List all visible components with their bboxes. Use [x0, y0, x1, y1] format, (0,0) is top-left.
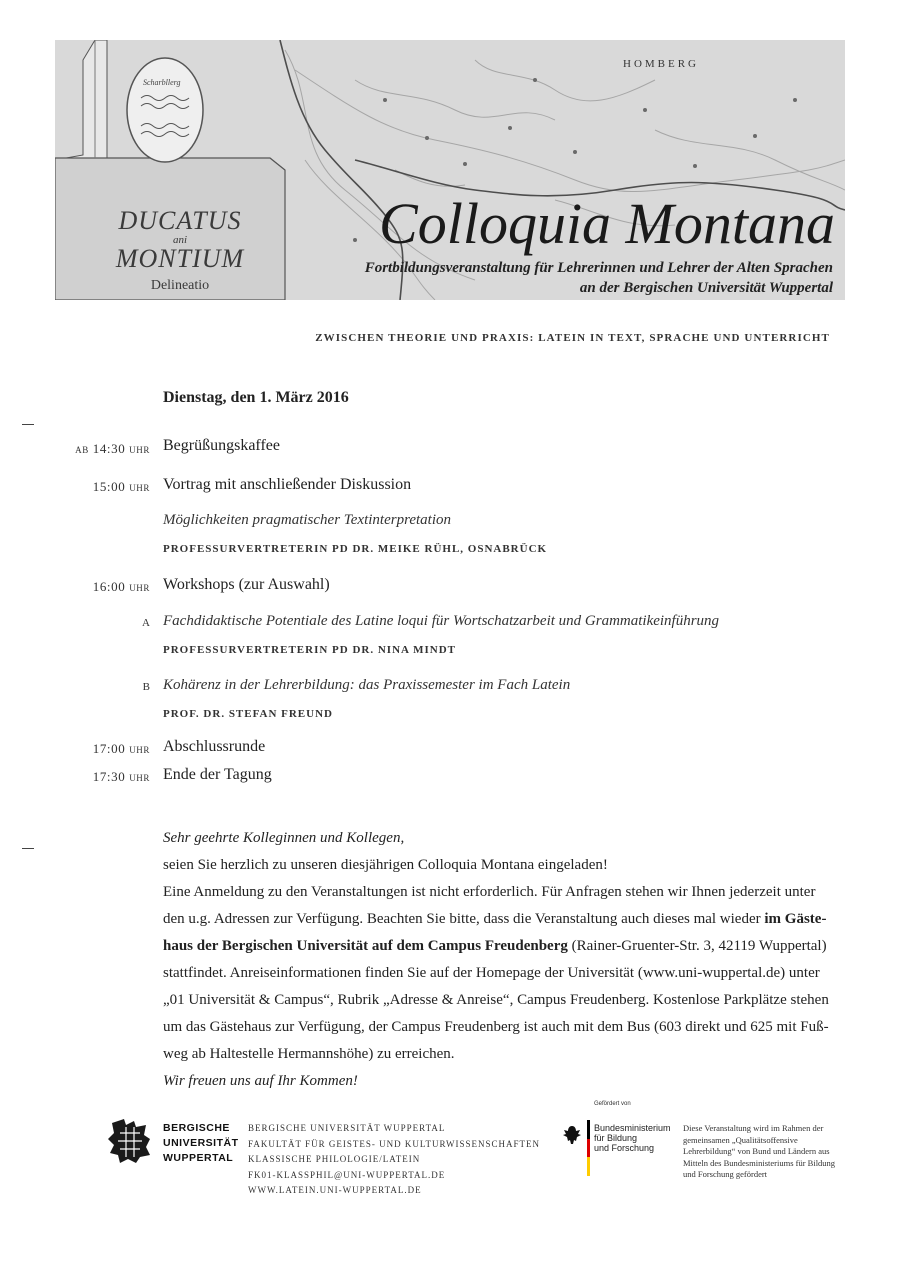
map-label-ani: ani	[172, 234, 188, 246]
map-label-cartouche: Scharbllerg	[143, 78, 181, 87]
letter-greeting: Sehr geehrte Kolleginnen und Kollegen,	[163, 830, 405, 846]
subtitle-line-1: Fortbildungsveranstaltung für Lehrerinnen und Lehrer der Alten Sprachen	[364, 260, 833, 276]
header-banner-map	[55, 40, 845, 300]
address-line: KLASSISCHE PHILOLOGIE/LATEIN	[248, 1154, 421, 1164]
letter-text: (Rainer-Gruenter-Str. 3, 42119 Wuppertal)	[567, 938, 827, 954]
entry-label: Workshops (zur Auswahl)	[163, 576, 330, 593]
university-name-line: WUPPERTAL	[163, 1152, 234, 1164]
workshop-letter: A	[142, 617, 150, 629]
map-label-montium: MONTIUM	[115, 244, 245, 273]
letter-line: um das Gästehaus zur Verfügung, der Campus Freudenberg ist auch mit dem Bus (603 direkt und 625 mit Fuß-	[163, 1019, 829, 1035]
map-label-ducatus: DUCATUS	[118, 206, 242, 235]
speaker-name: PROFESSURVERTRETERIN PD DR. MEIKE RÜHL, OSNABRÜCK	[163, 543, 548, 555]
entry-time: ab 14:30 uhr	[75, 441, 150, 456]
entry-time: 17:00 uhr	[92, 741, 150, 756]
entry-label: Vortrag mit anschließender Diskussion	[163, 476, 412, 493]
letter-closing: Wir freuen uns auf Ihr Kommen!	[163, 1073, 358, 1089]
map-cartouche-ducatus	[95, 208, 265, 294]
german-flag-bar	[587, 1120, 590, 1176]
event-tagline: ZWISCHEN THEORIE UND PRAXIS: LATEIN IN TEXT, SPRACHE UND UNTERRICHT	[315, 332, 830, 344]
entry-label: Ende der Tagung	[163, 766, 272, 783]
entry-label: Begrüßungskaffee	[163, 437, 280, 454]
letter-line: stattfindet. Anreiseinformationen finden Sie auf der Homepage der Universität (www.uni-wuppertal.de) unter	[163, 965, 820, 981]
letter-line: „01 Universität & Campus“, Rubrik „Adresse & Anreise“, Campus Freudenberg. Kostenlose Parkplätze stehen	[163, 992, 829, 1008]
workshop-title: Fachdidaktische Potentiale des Latine loqui für Wortschatzarbeit und Grammatikeinführung	[163, 613, 720, 629]
entry-time: 15:00 uhr	[92, 479, 150, 494]
address-line: FAKULTÄT FÜR GEISTES- UND KULTURWISSENSCHAFTEN	[248, 1138, 541, 1149]
ministry-name-line: und Forschung	[594, 1143, 655, 1153]
letter-line	[163, 906, 839, 933]
page-subtitle	[365, 258, 833, 298]
university-address	[248, 1121, 540, 1199]
address-email[interactable]: FK01-KLASSPHIL@UNI-WUPPERTAL.DE	[248, 1169, 446, 1180]
page-title: Colloquia Montana	[379, 191, 835, 256]
talk-title: Möglichkeiten pragmatischer Textinterpretation	[163, 512, 452, 528]
ministry-name-line: Bundesministerium	[594, 1123, 671, 1133]
entry-time: 17:30 uhr	[92, 769, 150, 784]
address-website[interactable]: WWW.LATEIN.UNI-WUPPERTAL.DE	[248, 1185, 422, 1195]
letter-line	[163, 933, 839, 960]
subtitle-line-2: an der Bergischen Universität Wuppertal	[579, 280, 833, 296]
entry-label: Abschlussrunde	[163, 738, 266, 755]
margin-dash	[22, 424, 34, 425]
workshop-letter: B	[142, 681, 150, 693]
letter-text: den u.g. Adressen zur Verfügung. Beachten Sie bitte, dass die Veranstaltung auch dieses mal wieder	[163, 911, 765, 927]
letter-line: weg ab Haltestelle Hermannshöhe) zu erreichen.	[163, 1046, 455, 1062]
invitation-letter	[163, 825, 839, 1095]
university-lion-logo-icon	[106, 1117, 154, 1165]
workshop-title: Kohärenz in der Lehrerbildung: das Praxissemester im Fach Latein	[163, 677, 571, 693]
university-name	[163, 1121, 239, 1166]
university-name-line: UNIVERSITÄT	[163, 1137, 239, 1149]
speaker-name: PROF. DR. STEFAN FREUND	[163, 708, 333, 720]
map-label-delineatio: Delineatio	[150, 278, 210, 293]
entry-time: 16:00 uhr	[92, 579, 150, 594]
speaker-name: PROFESSURVERTRETERIN PD DR. NINA MINDT	[163, 644, 457, 656]
university-name-line: BERGISCHE	[163, 1122, 230, 1134]
flag-stripe	[587, 1139, 590, 1158]
flag-stripe	[587, 1120, 590, 1139]
federal-eagle-icon	[562, 1124, 582, 1146]
letter-line: seien Sie herzlich zu unseren diesjährigen Colloquia Montana eingeladen!	[163, 857, 608, 873]
event-date: Dienstag, den 1. März 2016	[163, 389, 349, 406]
letter-bold-text: haus der Bergischen Universität auf dem Campus Freudenberg	[163, 938, 568, 954]
address-line: BERGISCHE UNIVERSITÄT WUPPERTAL	[248, 1123, 446, 1133]
map-label-homberg: HOMBERG	[623, 58, 700, 70]
letter-bold-text: im Gäste-	[764, 911, 827, 927]
letter-line: Eine Anmeldung zu den Veranstaltungen ist nicht erforderlich. Für Anfragen stehen wir Ihnen jederzeit unter	[163, 884, 816, 900]
flag-stripe	[587, 1157, 590, 1176]
ministry-name	[594, 1123, 674, 1153]
ministry-name-line: für Bildung	[594, 1133, 638, 1143]
funding-caption: Gefördert von	[594, 1101, 631, 1107]
funding-note: Diese Veranstaltung wird im Rahmen der gemeinsamen „Qualitätsoffensive Lehrerbildung“ von Bund und Ländern aus Mitteln des Bundesministeriums für Bildung und Forschung gefördert	[683, 1123, 836, 1179]
margin-dash	[22, 848, 34, 849]
